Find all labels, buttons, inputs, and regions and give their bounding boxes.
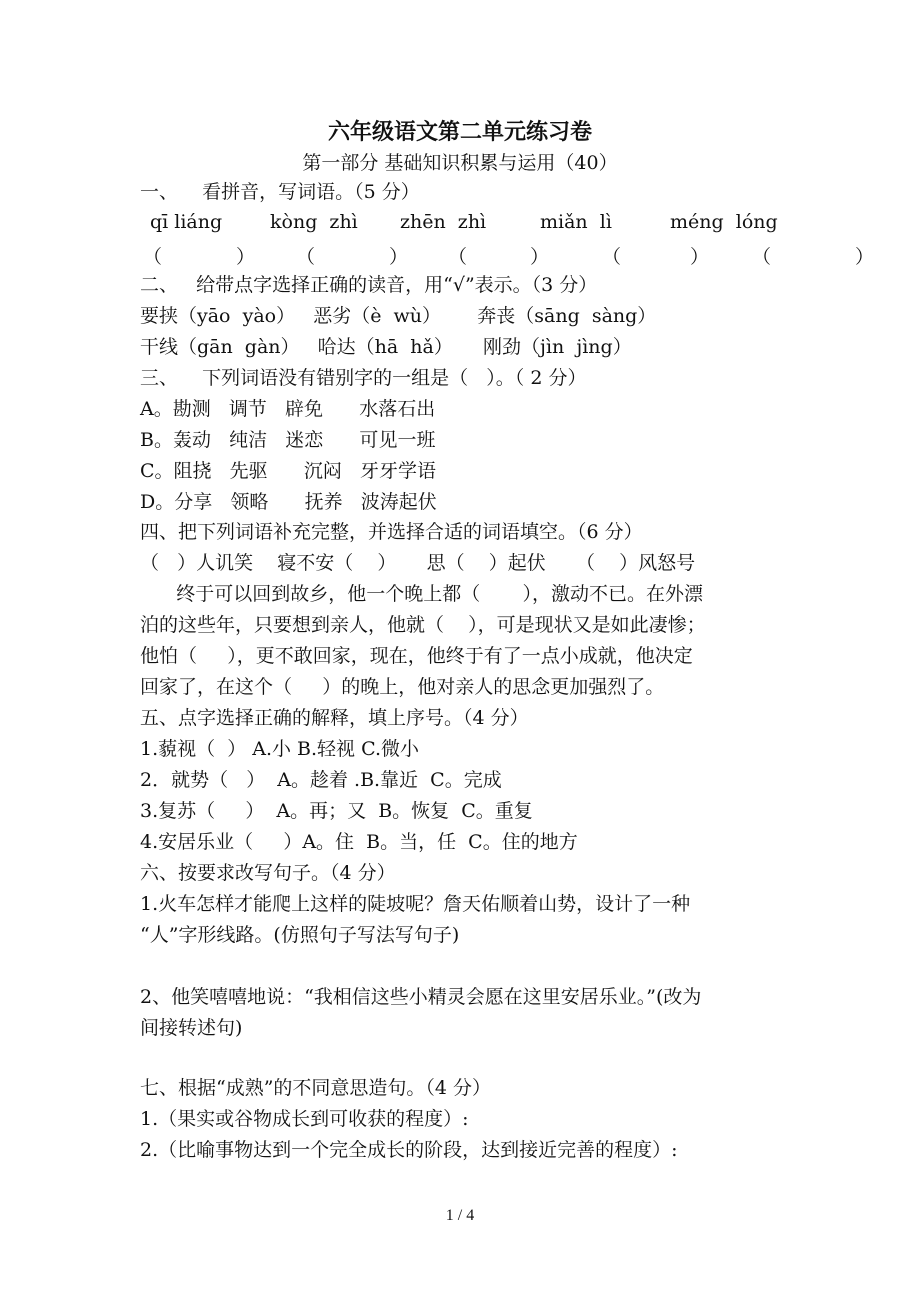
answer-blank-close-5: ） bbox=[855, 246, 875, 268]
section3-heading: 三、 下列词语没有错别字的一组是（ ）。（ 2 分） bbox=[140, 367, 587, 389]
pinyin-5: méng lóng bbox=[670, 211, 778, 233]
option-d: D。分享 领略 抚养 波涛起伏 bbox=[140, 491, 437, 513]
section7-heading: 七、根据“成熟”的不同意思造句。（4 分） bbox=[140, 1077, 492, 1099]
answer-blank-open-3: （ bbox=[448, 246, 468, 268]
answer-blank-close-4: ） bbox=[690, 246, 710, 268]
reading-row-2: 干线（gān gàn） 哈达（hā hǎ） 刚劲（jìn jìng） bbox=[140, 336, 632, 358]
rewrite-q2-line1: 2、他笑嘻嘻地说：“我相信这些小精灵会愿在这里安居乐业。”(改为 bbox=[140, 986, 702, 1008]
answer-blank-close-2: ） bbox=[389, 246, 409, 268]
page-title: 六年级语文第二单元练习卷 bbox=[327, 119, 592, 145]
paragraph-line-3: 他怕（ ），更不敢回家，现在，他终于有了一点小成就，他决定 bbox=[140, 645, 693, 667]
section6-heading: 六、按要求改写句子。（4 分） bbox=[140, 862, 396, 884]
option-a: A。勘测 调节 辟免 水落石出 bbox=[140, 398, 436, 420]
section1-heading: 一、 看拼音，写词语。（5 分） bbox=[140, 181, 420, 203]
option-c: C。阻挠 先驱 沉闷 牙牙学语 bbox=[140, 460, 437, 482]
pinyin-1: qī liáng bbox=[150, 211, 223, 233]
answer-blank-close-3: ） bbox=[530, 246, 550, 268]
answer-blank-open-4: （ bbox=[602, 246, 622, 268]
rewrite-q2-line2: 间接转述句) bbox=[140, 1017, 243, 1039]
idiom-blanks: （ ）人讥笑 寝不安（ ） 思（ ）起伏 （ ）风怒号 bbox=[140, 552, 696, 574]
rewrite-q1-line2: “人”字形线路。(仿照句子写法写句子) bbox=[140, 924, 460, 946]
paragraph-line-2: 泊的这些年，只要想到亲人，他就（ ），可是现状又是如此凄惨； bbox=[140, 614, 706, 636]
paragraph-line-1: 终于可以回到故乡，他一个晚上都（ ），激动不已。在外漂 bbox=[140, 583, 704, 605]
section4-heading: 四、把下列词语补充完整，并选择合适的词语填空。（6 分） bbox=[140, 521, 643, 543]
part-subtitle: 第一部分 基础知识积累与运用（40） bbox=[302, 152, 618, 174]
section2-heading: 二、 给带点字选择正确的读音，用“√”表示。（3 分） bbox=[140, 274, 598, 296]
definition-item-2: 2．就势（ ） A。趁着 .B.靠近 C。完成 bbox=[140, 769, 502, 791]
definition-item-3: 3.复苏（ ） A。再；又 B。恢复 C。重复 bbox=[140, 800, 533, 822]
definition-item-4: 4.安居乐业（ ）A。住 B。当，任 C。住的地方 bbox=[140, 831, 578, 853]
option-b: B。轰动 纯洁 迷恋 可见一班 bbox=[140, 429, 436, 451]
definition-item-1: 1.藐视（ ） A.小 B.轻视 C.微小 bbox=[140, 738, 419, 760]
sentence-q1: 1.（果实或谷物成长到可收获的程度）: bbox=[140, 1108, 469, 1130]
answer-blank-open-2: （ bbox=[296, 246, 316, 268]
reading-row-1: 要挟（yāo yào） 恶劣（è wù） 奔丧（sāng sàng） bbox=[140, 305, 657, 327]
answer-blank-open-5: （ bbox=[752, 246, 772, 268]
pinyin-3: zhēn zhì bbox=[400, 211, 487, 233]
paragraph-line-4: 回家了，在这个（ ）的晚上，他对亲人的思念更加强烈了。 bbox=[140, 676, 665, 698]
pinyin-4: miǎn lì bbox=[540, 211, 612, 233]
sentence-q2: 2.（比喻事物达到一个完全成长的阶段，达到接近完善的程度）: bbox=[140, 1139, 678, 1161]
pinyin-2: kòng zhì bbox=[270, 211, 358, 233]
answer-blank-open-1: （ bbox=[143, 246, 163, 268]
rewrite-q1-line1: 1.火车怎样才能爬上这样的陡坡呢？詹天佑顺着山势，设计了一种 bbox=[140, 893, 691, 915]
page-number: 1 / 4 bbox=[445, 1207, 475, 1224]
answer-blank-close-1: ） bbox=[236, 246, 256, 268]
section5-heading: 五、点字选择正确的解释，填上序号。（4 分） bbox=[140, 707, 529, 729]
